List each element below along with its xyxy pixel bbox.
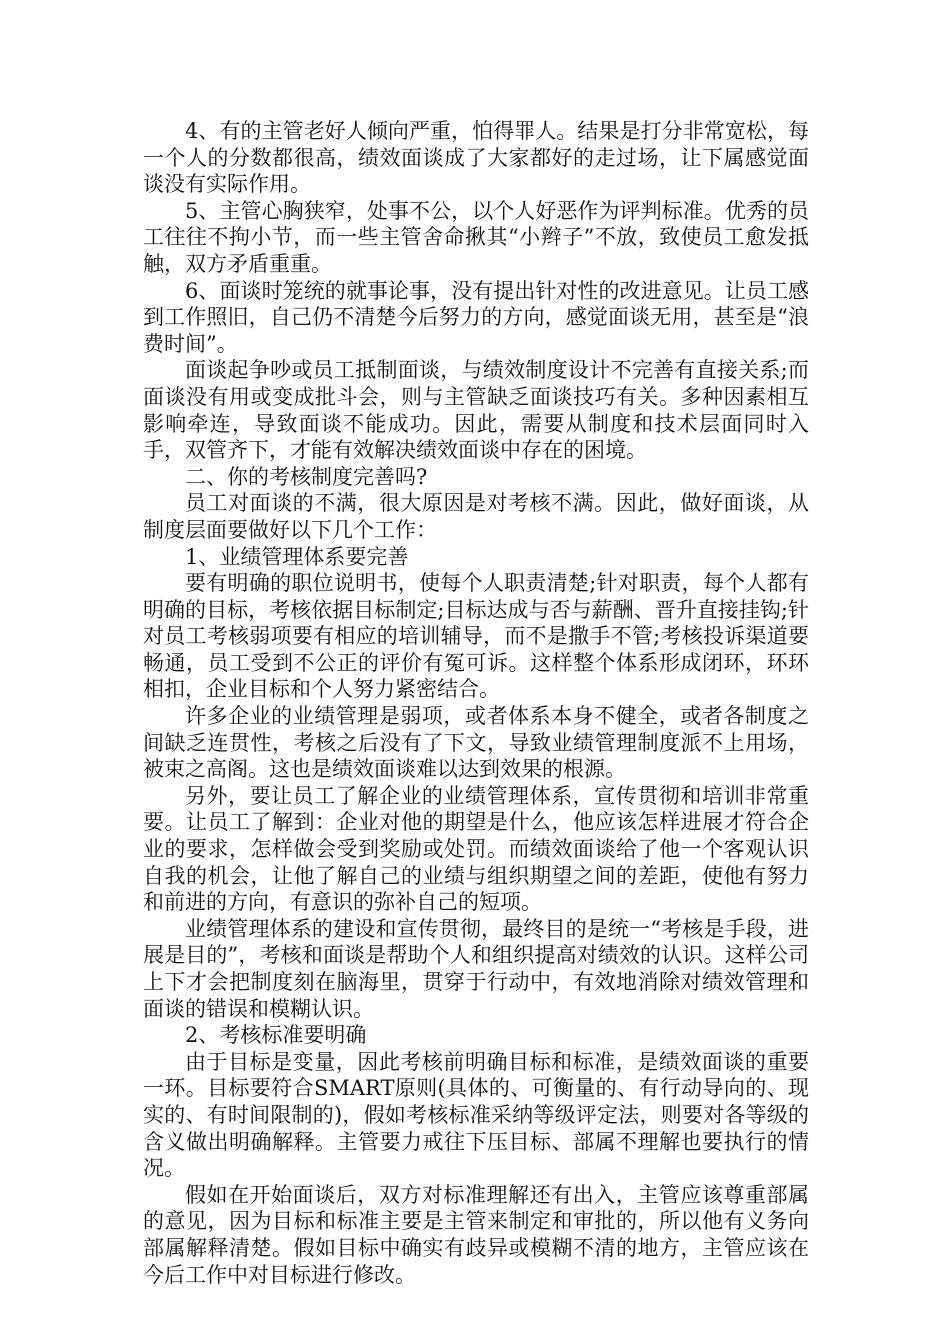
paragraph-training: 另外，要让员工了解企业的业绩管理体系，宣传贯彻和培训非常重要。让员工了解到：企业对他的期望是什么，他应该怎样进展才符合企业的要求，怎样做会受到奖励或处罚。而绩效面谈给了他一个客观认识自我的机会，让他了解自己的业绩与组织期望之间的差距，使他有努力和前进的方向，有意识的弥补自己的短项。: [143, 783, 809, 915]
paragraph-intro: 员工对面谈的不满，很大原因是对考核不满。因此，做好面谈，从制度层面要做好以下几个工作：: [143, 491, 809, 542]
subheading-1: 1、业绩管理体系要完善: [185, 544, 409, 569]
paragraph-weakness: 许多企业的业绩管理是弱项，或者体系本身不健全，或者各制度之间缺乏连贯性，考核之后没有了下文，导致业绩管理制度派不上用场，被束之高阁。这也是绩效面谈难以达到效果的根源。: [143, 704, 809, 782]
document-body: [143, 118, 809, 1288]
paragraph-item-4: 4、有的主管老好人倾向严重，怕得罪人。结果是打分非常宽松，每一个人的分数都很高，绩效面谈成了大家都好的走过场，让下属感觉面谈没有实际作用。: [143, 119, 809, 197]
paragraph-goal: 业绩管理体系的建设和宣传贯彻，最终目的是统一“考核是手段，进展是目的”，考核和面谈是帮助个人和组织提高对绩效的认识。这样公司上下才会把制度刻在脑海里，贯穿于行动中，有效地消除对绩效管理和面谈的错误和模糊认识。: [143, 916, 809, 1021]
paragraph-standards: 由于目标是变量，因此考核前明确目标和标准，是绩效面谈的重要一环。目标要符合SMART原则(具体的、可衡量的、有行动导向的、现实的、有时间限制的)，假如考核标准采纳等级评定法，则要对各等级的含义做出明确解释。主管要力戒往下压目标、部属不理解也要执行的情况。: [143, 1049, 809, 1181]
paragraph-summary: 面谈起争吵或员工抵制面谈，与绩效制度设计不完善有直接关系;而面谈没有用或变成批斗会，则与主管缺乏面谈技巧有关。多种因素相互影响牵连，导致面谈不能成功。因此，需要从制度和技术层面同时入手，双管齐下，才能有效解决绩效面谈中存在的困境。: [143, 358, 809, 463]
subheading-2: 2、考核标准要明确: [185, 1023, 367, 1048]
section-heading-2: 二、你的考核制度完善吗?: [185, 464, 428, 489]
paragraph-explain: 假如在开始面谈后，双方对标准理解还有出入，主管应该尊重部属的意见，因为目标和标准主要是主管来制定和审批的，所以他有义务向部属解释清楚。假如目标中确实有歧异或模糊不清的地方，主管应该在今后工作中对目标进行修改。: [143, 1182, 809, 1287]
paragraph-item-5: 5、主管心胸狭窄，处事不公，以个人好恶作为评判标准。优秀的员工往往不拘小节，而一些主管舍命揪其“小辫子”不放，致使员工愈发抵触，双方矛盾重重。: [143, 198, 809, 276]
paragraph-system: 要有明确的职位说明书，使每个人职责清楚;针对职责，每个人都有明确的目标，考核依据目标制定;目标达成与否与薪酬、晋升直接挂钩;针对员工考核弱项要有相应的培训辅导，而不是撒手不管;考核投诉渠道要畅通，员工受到不公正的评价有冤可诉。这样整个体系形成闭环，环环相扣，企业目标和个人努力紧密结合。: [143, 571, 809, 702]
paragraph-item-6: 6、面谈时笼统的就事论事，没有提出针对性的改进意见。让员工感到工作照旧，自己仍不清楚今后努力的方向，感觉面谈无用，甚至是“浪费时间”。: [143, 278, 809, 356]
